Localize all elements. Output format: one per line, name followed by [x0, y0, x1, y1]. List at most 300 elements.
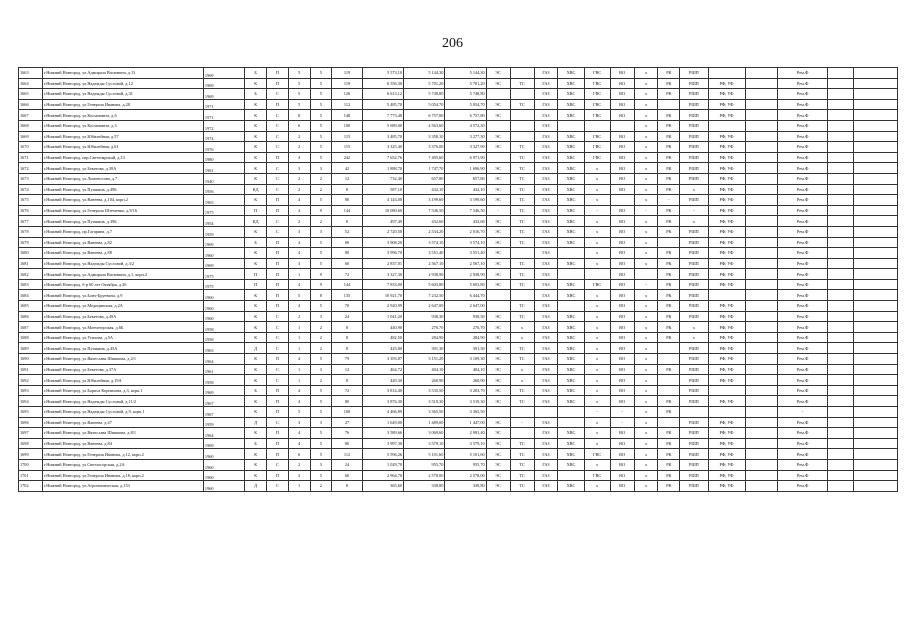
cell-floors-type: П [267, 205, 289, 216]
cell-repair-fund: Рем.Ф [778, 438, 828, 449]
cell-residential-area: 2 567,10 [445, 258, 486, 269]
cell-entrances: 2 [288, 142, 310, 153]
cell-cold-water: ХВС [558, 364, 584, 375]
cell-address: г.Нижний Новгород, ул.Агрономическая, д.153 [42, 481, 203, 492]
cell-wall-material: К [245, 375, 267, 386]
cell-roof-type: РК [658, 89, 680, 100]
cell-sewerage: ВО [610, 428, 634, 439]
cell-entrances: 5 [288, 290, 310, 301]
cell-row-number: 1667 [19, 110, 43, 121]
cell-electricity: ЭС [486, 311, 510, 322]
cell-address: г.Нижний Новгород, ул.Надежды Сусловой, д.9, корп.1 [42, 407, 203, 418]
cell-residential-area: 2 578,00 [445, 470, 486, 481]
cell-extra-4 [854, 470, 898, 481]
cell-row-number: 1685 [19, 301, 43, 312]
cell-gas: ГАЗ [534, 78, 558, 89]
cell-total-area: 449,30 [362, 375, 403, 386]
cell-wall-material: Б [245, 89, 267, 100]
cell-heating: ТС [510, 78, 534, 89]
cell-address: г.Нижний Новгород, ул.Бекетова, д.39А [42, 163, 203, 174]
cell-electricity: ЭС [486, 173, 510, 184]
cell-chute: РШП [680, 385, 708, 396]
cell-build-year: 1980 [203, 152, 244, 163]
cell-total-area: 3 814,40 [362, 385, 403, 396]
cell-entrances: 3 [288, 258, 310, 269]
cell-chute: х [680, 322, 708, 333]
cell-residential-area: 3 109,30 [445, 354, 486, 365]
cell-floors-type: С [267, 142, 289, 153]
cell-residential-area: 3 551,40 [445, 248, 486, 259]
cell-facade: РФ; УФ [708, 332, 745, 343]
cell-extra-1: х [634, 438, 658, 449]
cell-repair-fund: Рем.Ф [778, 237, 828, 248]
cell-address: г.Нижний Новгород, ул.Медицинская, д.2А [42, 301, 203, 312]
cell-total-area: 365,60 [362, 481, 403, 492]
cell-floors: 2 [310, 481, 332, 492]
cell-living-area: 260,90 [404, 375, 445, 386]
page-number: 206 [442, 36, 463, 51]
cell-total-area: 3 908,20 [362, 237, 403, 248]
cell-electricity: ЭС [486, 248, 510, 259]
cell-cold-water: ХВС [558, 78, 584, 89]
cell-entrances: 6 [288, 449, 310, 460]
table-row [19, 99, 898, 110]
cell-hot-water: х [584, 428, 610, 439]
cell-living-area: 5 101,60 [404, 449, 445, 460]
cell-extra-3 [828, 195, 854, 206]
cell-gas: ГАЗ [534, 205, 558, 216]
cell-gas: ГАЗ [534, 343, 558, 354]
cell-facade: РФ; УФ [708, 301, 745, 312]
table-row [19, 449, 898, 460]
cell-extra-3 [828, 449, 854, 460]
cell-floors-type: С [267, 481, 289, 492]
cell-extra-3 [828, 354, 854, 365]
cell-gas: ГАЗ [534, 375, 558, 386]
cell-apartments: 80 [332, 237, 362, 248]
cell-total-area: 2 720,50 [362, 226, 403, 237]
cell-sewerage: ВО [610, 343, 634, 354]
cell-chute: - [680, 205, 708, 216]
cell-extra-2 [745, 78, 778, 89]
cell-extra-3 [828, 142, 854, 153]
cell-roof-type: РК [658, 459, 680, 470]
cell-entrances: 1 [288, 332, 310, 343]
cell-total-area: 6 613,12 [362, 89, 403, 100]
cell-apartments: 119 [332, 68, 362, 79]
cell-address: г.Нижний Новгород, ул.Юбилейная, д.61 [42, 142, 203, 153]
cell-roof-type: РК [658, 332, 680, 343]
cell-roof-type: РК [658, 120, 680, 131]
cell-facade: РФ; УФ [708, 311, 745, 322]
cell-repair-fund: Рем.Ф [778, 311, 828, 322]
cell-cold-water: ХВС [558, 163, 584, 174]
cell-address: г.Нижний Новгород, ул.Генерала Иванова, д.18, корп.2 [42, 470, 203, 481]
cell-residential-area: 5 748,80 [445, 89, 486, 100]
cell-extra-2 [745, 481, 778, 492]
cell-total-area: 7 773,48 [362, 110, 403, 121]
cell-floors-type: П [267, 258, 289, 269]
cell-electricity: ЭС [486, 481, 510, 492]
cell-entrances: 1 [288, 375, 310, 386]
cell-heating: ТС [510, 438, 534, 449]
cell-floors-type: П [267, 237, 289, 248]
cell-entrances: 1 [288, 481, 310, 492]
cell-roof-type: РК [658, 322, 680, 333]
cell-hot-water: ГВС [584, 68, 610, 79]
cell-repair-fund: Рем.Ф [778, 354, 828, 365]
cell-build-year: 1965 [203, 195, 244, 206]
cell-sewerage: ВО [610, 184, 634, 195]
cell-total-area: 4 143,00 [362, 195, 403, 206]
cell-repair-fund: Рем.Ф [778, 269, 828, 280]
cell-gas: ГАЗ [534, 89, 558, 100]
cell-chute: РШП [680, 163, 708, 174]
cell-extra-4 [854, 152, 898, 163]
cell-wall-material: К [245, 131, 267, 142]
cell-gas: ГАЗ [534, 184, 558, 195]
cell-gas: ГАЗ [534, 237, 558, 248]
cell-living-area: 6 757,80 [404, 110, 445, 121]
cell-floors-type: П [267, 301, 289, 312]
cell-apartments: 80 [332, 396, 362, 407]
cell-facade: РФ; УФ [708, 354, 745, 365]
cell-build-year: 1959 [203, 417, 244, 428]
cell-extra-1: х [634, 237, 658, 248]
cell-entrances: 1 [288, 343, 310, 354]
cell-apartments: 144 [332, 279, 362, 290]
cell-repair-fund: Рем.Ф [778, 375, 828, 386]
cell-build-year: 1961 [203, 364, 244, 375]
cell-extra-3 [828, 364, 854, 375]
cell-extra-4 [854, 269, 898, 280]
cell-sewerage: ВО [610, 481, 634, 492]
cell-extra-3 [828, 99, 854, 110]
cell-apartments: 80 [332, 248, 362, 259]
cell-wall-material: КД [245, 184, 267, 195]
cell-apartments: 12 [332, 173, 362, 184]
cell-entrances: 5 [288, 99, 310, 110]
cell-roof-type: РК [658, 216, 680, 227]
cell-apartments: 8 [332, 481, 362, 492]
cell-extra-2 [745, 205, 778, 216]
cell-row-number: 1684 [19, 290, 43, 301]
cell-extra-3 [828, 290, 854, 301]
cell-floors-type: С [267, 226, 289, 237]
cell-wall-material: К [245, 459, 267, 470]
cell-extra-4 [854, 258, 898, 269]
cell-extra-2 [745, 99, 778, 110]
cell-extra-2 [745, 428, 778, 439]
cell-heating: ТС [510, 301, 534, 312]
cell-gas: ГАЗ [534, 248, 558, 259]
cell-cold-water: ХВС [558, 354, 584, 365]
cell-extra-3 [828, 152, 854, 163]
cell-facade: РФ; УФ [708, 99, 745, 110]
cell-floors: 5 [310, 131, 332, 142]
cell-extra-4 [854, 110, 898, 121]
cell-repair-fund: Рем.Ф [778, 290, 828, 301]
cell-address: г.Нижний Новгород, пр.Гагарина, д.7 [42, 226, 203, 237]
cell-cold-water: ХВС [558, 110, 584, 121]
cell-wall-material: К [245, 311, 267, 322]
cell-floors: 5 [310, 68, 332, 79]
cell-build-year: 1969 [203, 89, 244, 100]
cell-living-area: 276,70 [404, 322, 445, 333]
cell-residential-area: 3 365,50 [445, 407, 486, 418]
cell-row-number: 1678 [19, 226, 43, 237]
cell-sewerage: ВО [610, 68, 634, 79]
cell-extra-2 [745, 216, 778, 227]
cell-facade [708, 290, 745, 301]
cell-facade: РФ; УФ [708, 205, 745, 216]
cell-row-number: 1668 [19, 120, 43, 131]
cell-floors-type: С [267, 216, 289, 227]
cell-floors: 3 [310, 226, 332, 237]
table-row [19, 216, 898, 227]
cell-extra-2 [745, 163, 778, 174]
cell-sewerage: ВО [610, 364, 634, 375]
table-row [19, 205, 898, 216]
cell-sewerage: ВО [610, 205, 634, 216]
cell-living-area: 404,10 [404, 364, 445, 375]
table-row [19, 248, 898, 259]
cell-floors-type: П [267, 438, 289, 449]
table-row [19, 459, 898, 470]
cell-extra-3 [828, 438, 854, 449]
cell-roof-type: РК [658, 279, 680, 290]
cell-entrances: 4 [288, 248, 310, 259]
cell-sewerage: ВО [610, 269, 634, 280]
cell-roof-type [658, 417, 680, 428]
table-row [19, 375, 898, 386]
cell-sewerage: - [610, 417, 634, 428]
cell-extra-3 [828, 163, 854, 174]
cell-floors-type: П [267, 269, 289, 280]
table-row [19, 258, 898, 269]
cell-electricity: ЭС [486, 364, 510, 375]
cell-hot-water: ГВС [584, 142, 610, 153]
cell-gas: ГАЗ [534, 173, 558, 184]
cell-total-area: 10 921,70 [362, 290, 403, 301]
cell-gas: ГАЗ [534, 354, 558, 365]
cell-extra-4 [854, 216, 898, 227]
cell-heating: ТС [510, 279, 534, 290]
cell-chute: РШП [680, 248, 708, 259]
cell-build-year: 1960 [203, 449, 244, 460]
cell-extra-1: х [634, 152, 658, 163]
cell-repair-fund: Рем.Ф [778, 343, 828, 354]
cell-chute: РШП [680, 131, 708, 142]
cell-heating: х [510, 364, 534, 375]
cell-gas [534, 407, 558, 418]
cell-facade: РФ; УФ [708, 226, 745, 237]
cell-hot-water [584, 120, 610, 131]
cell-extra-2 [745, 396, 778, 407]
cell-hot-water: х [584, 226, 610, 237]
cell-extra-4 [854, 311, 898, 322]
cell-repair-fund: Рем.Ф [778, 322, 828, 333]
cell-wall-material: КД [245, 216, 267, 227]
cell-heating: ТС [510, 237, 534, 248]
cell-residential-area: 5 101,60 [445, 449, 486, 460]
cell-extra-4 [854, 428, 898, 439]
cell-apartments: 79 [332, 354, 362, 365]
cell-hot-water: х [584, 481, 610, 492]
cell-roof-type: РК [658, 481, 680, 492]
cell-row-number: 1677 [19, 216, 43, 227]
cell-repair-fund: Рем.Ф [778, 68, 828, 79]
cell-build-year: 1954 [203, 216, 244, 227]
cell-cold-water: ХВС [558, 449, 584, 460]
cell-repair-fund: Рем.Ф [778, 110, 828, 121]
cell-floors-type: С [267, 131, 289, 142]
cell-extra-4 [854, 343, 898, 354]
cell-extra-3 [828, 375, 854, 386]
cell-cold-water: ХВС [558, 131, 584, 142]
cell-repair-fund: Рем.Ф [778, 248, 828, 259]
cell-total-area: 1 649,00 [362, 417, 403, 428]
cell-cold-water: ХВС [558, 89, 584, 100]
cell-extra-1: х [634, 459, 658, 470]
cell-entrances: 3 [288, 226, 310, 237]
cell-extra-1: - [634, 205, 658, 216]
cell-wall-material: К [245, 152, 267, 163]
cell-build-year: 1961 [203, 163, 244, 174]
cell-chute: РШП [680, 375, 708, 386]
cell-living-area: 5 144,30 [404, 68, 445, 79]
cell-heating: ТС [510, 226, 534, 237]
cell-address: г.Нижний Новгород, ул.Вячеслава Шишкова, д.2/1 [42, 354, 203, 365]
cell-address: г.Нижний Новгород, ул.Ванеева, д.104, корп.2 [42, 195, 203, 206]
cell-living-area: 3 579,10 [404, 438, 445, 449]
cell-floors-type: С [267, 89, 289, 100]
cell-wall-material: К [245, 322, 267, 333]
cell-roof-type [658, 375, 680, 386]
housing-registry-table [18, 67, 898, 492]
cell-wall-material: Д [245, 481, 267, 492]
cell-hot-water: х [584, 248, 610, 259]
cell-cold-water: ХВС [558, 459, 584, 470]
table-row [19, 407, 898, 418]
cell-extra-1: х [634, 332, 658, 343]
cell-cold-water: ХВС [558, 152, 584, 163]
cell-repair-fund: Рем.Ф [778, 481, 828, 492]
table-body [19, 68, 898, 492]
cell-extra-1: х [634, 343, 658, 354]
cell-apartments: 242 [332, 152, 362, 163]
cell-floors: 5 [310, 110, 332, 121]
cell-facade: РФ; УФ [708, 131, 745, 142]
cell-repair-fund: Рем.Ф [778, 152, 828, 163]
cell-sewerage: ВО [610, 301, 634, 312]
cell-facade: РФ; УФ [708, 481, 745, 492]
cell-sewerage: ВО [610, 354, 634, 365]
cell-entrances: 4 [288, 354, 310, 365]
cell-chute: х [680, 332, 708, 343]
cell-floors: 5 [310, 78, 332, 89]
cell-build-year: 1958 [203, 322, 244, 333]
cell-cold-water: ХВС [558, 311, 584, 322]
cell-roof-type: РК [658, 407, 680, 418]
cell-heating: ТС [510, 481, 534, 492]
cell-extra-3 [828, 173, 854, 184]
cell-total-area: 587,10 [362, 184, 403, 195]
cell-total-area: 3 485,70 [362, 131, 403, 142]
cell-chute: РШП [680, 269, 708, 280]
cell-extra-4 [854, 68, 898, 79]
cell-cold-water [558, 407, 584, 418]
cell-total-area: 7 652,76 [362, 152, 403, 163]
cell-cold-water [558, 301, 584, 312]
cell-residential-area: 260,90 [445, 375, 486, 386]
table-row [19, 173, 898, 184]
cell-heating: ТС [510, 396, 534, 407]
cell-entrances: 4 [288, 279, 310, 290]
cell-hot-water: - [584, 407, 610, 418]
cell-sewerage: ВО [610, 322, 634, 333]
cell-entrances: 3 [288, 163, 310, 174]
cell-cold-water: ХВС [558, 279, 584, 290]
cell-entrances: 4 [288, 396, 310, 407]
cell-row-number: 1669 [19, 131, 43, 142]
cell-sewerage: ВО [610, 385, 634, 396]
cell-extra-1: х [634, 428, 658, 439]
cell-gas: ГАЗ [534, 195, 558, 206]
cell-extra-1: х [634, 470, 658, 481]
cell-extra-1: х [634, 407, 658, 418]
cell-roof-type: РК [658, 301, 680, 312]
cell-entrances: 3 [288, 470, 310, 481]
cell-roof-type [658, 385, 680, 396]
cell-residential-area: 6 444,70 [445, 290, 486, 301]
cell-row-number: 1674 [19, 184, 43, 195]
cell-gas: ГАЗ [534, 311, 558, 322]
cell-extra-3 [828, 470, 854, 481]
cell-floors: 5 [310, 407, 332, 418]
cell-total-area: 4 466,89 [362, 407, 403, 418]
cell-sewerage: ВО [610, 290, 634, 301]
cell-sewerage: ВО [610, 470, 634, 481]
cell-total-area: 5 485,70 [362, 99, 403, 110]
cell-wall-material: К [245, 258, 267, 269]
cell-extra-2 [745, 68, 778, 79]
cell-extra-1: х [634, 449, 658, 460]
cell-gas: ГАЗ [534, 364, 558, 375]
cell-extra-1: х [634, 78, 658, 89]
cell-floors-type: С [267, 459, 289, 470]
cell-wall-material: К [245, 78, 267, 89]
cell-chute: РШП [680, 110, 708, 121]
cell-wall-material: К [245, 290, 267, 301]
cell-living-area: 3 535,50 [404, 385, 445, 396]
cell-build-year: 1960 [203, 290, 244, 301]
cell-entrances: 2 [288, 311, 310, 322]
cell-cold-water: ХВС [558, 332, 584, 343]
cell-repair-fund: Рем.Ф [778, 131, 828, 142]
cell-extra-2 [745, 184, 778, 195]
cell-hot-water: - [584, 205, 610, 216]
cell-roof-type: РК [658, 184, 680, 195]
cell-extra-1: х [634, 354, 658, 365]
cell-build-year: 1974 [203, 131, 244, 142]
cell-build-year: 1969 [203, 78, 244, 89]
cell-roof-type: РК [658, 269, 680, 280]
cell-extra-3 [828, 248, 854, 259]
cell-sewerage: ВО [610, 279, 634, 290]
cell-electricity: ЭС [486, 110, 510, 121]
cell-heating [510, 120, 534, 131]
